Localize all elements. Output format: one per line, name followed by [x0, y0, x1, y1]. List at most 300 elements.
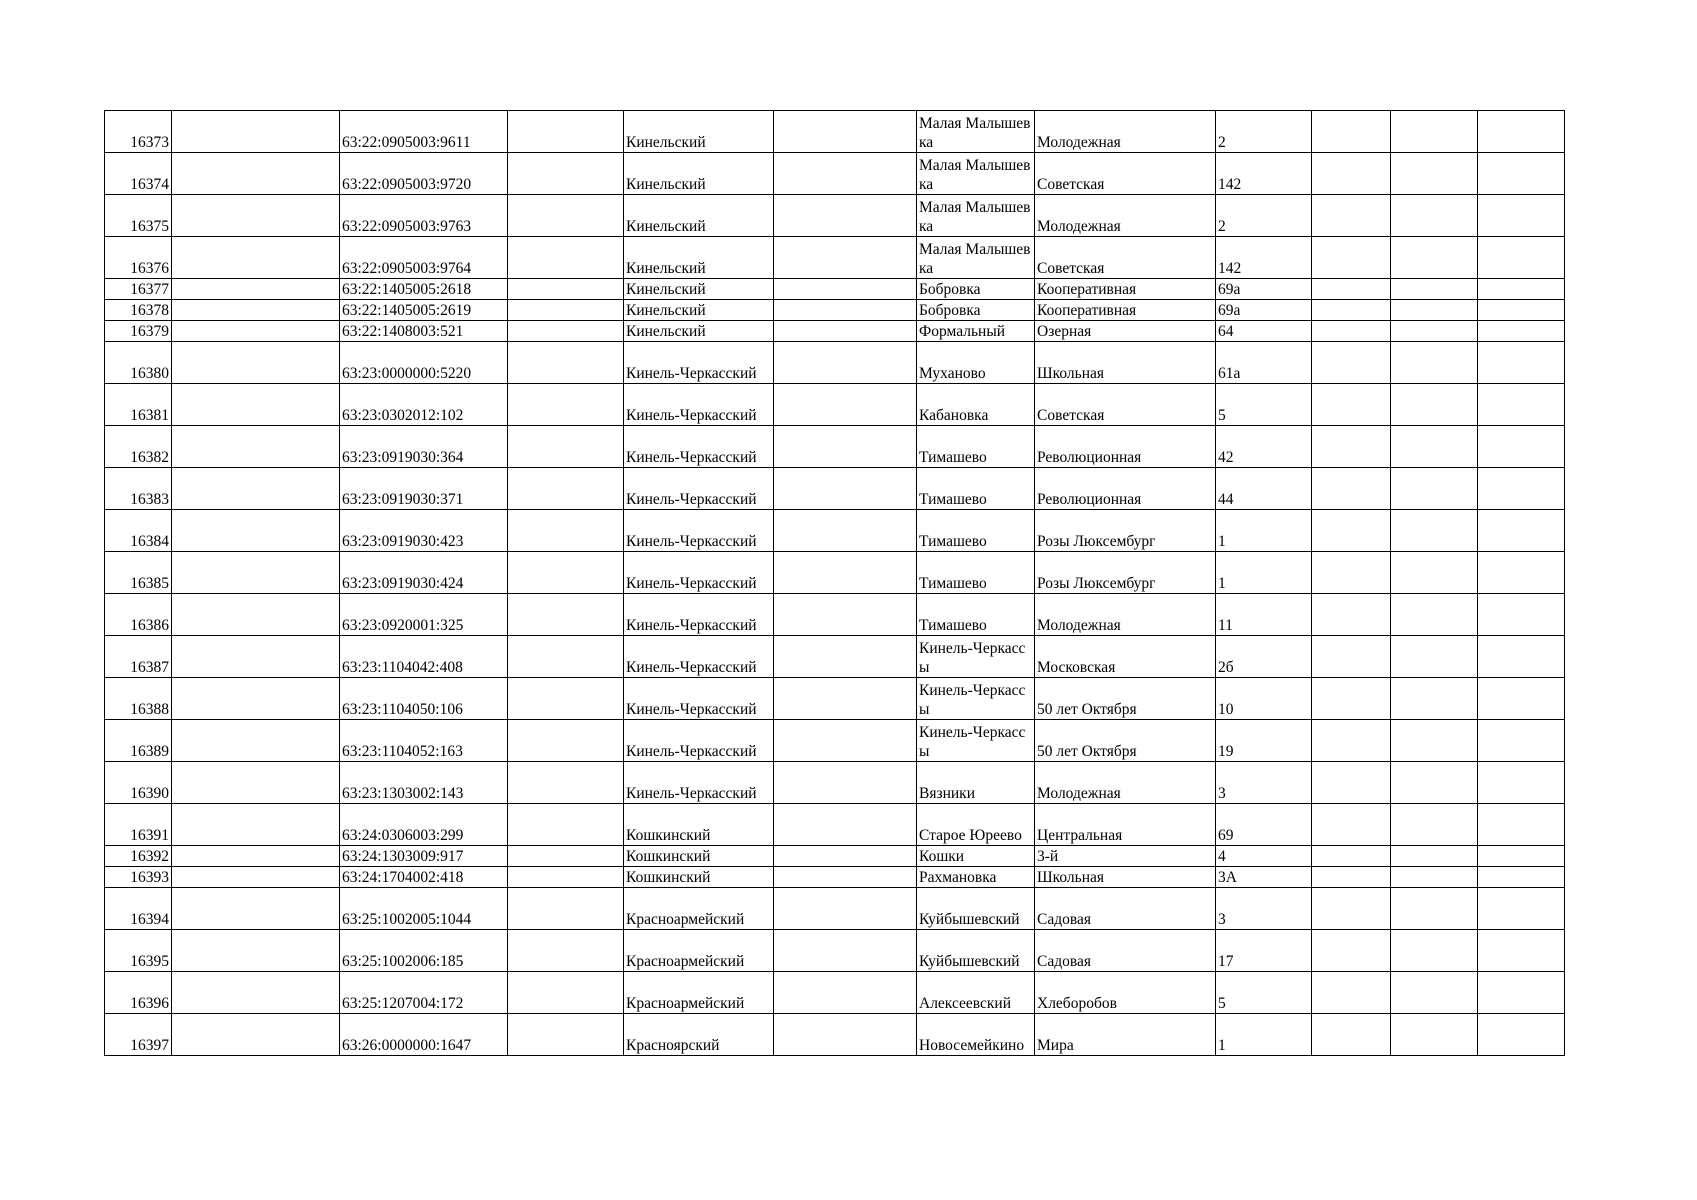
cell-cadastral-number: 63:25:1002005:1044	[340, 888, 508, 930]
cell-empty	[774, 888, 917, 930]
cell-empty	[172, 342, 340, 384]
table-row	[105, 762, 1565, 804]
cell-empty	[1478, 468, 1565, 510]
cell-empty	[1312, 426, 1391, 468]
cell-district: Кинель-Черкасский	[624, 636, 774, 678]
table-row	[105, 636, 1565, 678]
cell-empty	[1312, 804, 1391, 846]
cell-empty	[172, 510, 340, 552]
cell-settlement: Кинель-Черкассы	[917, 678, 1035, 720]
cell-empty	[1478, 972, 1565, 1014]
cell-empty	[172, 804, 340, 846]
cell-record-number: 16379	[105, 321, 172, 342]
cell-empty	[774, 384, 917, 426]
cell-cadastral-number: 63:23:1104052:163	[340, 720, 508, 762]
cell-cadastral-number: 63:22:1405005:2618	[340, 279, 508, 300]
cell-district: Кинель-Черкасский	[624, 552, 774, 594]
cell-empty	[774, 930, 917, 972]
cell-empty	[508, 510, 624, 552]
cell-empty	[774, 636, 917, 678]
table-row	[105, 846, 1565, 867]
cell-record-number: 16381	[105, 384, 172, 426]
cell-district: Кинель-Черкасский	[624, 510, 774, 552]
cell-empty	[508, 972, 624, 1014]
cell-cadastral-number: 63:23:1104042:408	[340, 636, 508, 678]
table-row	[105, 384, 1565, 426]
table-row	[105, 237, 1565, 279]
cell-house: 142	[1216, 237, 1312, 279]
cell-empty	[508, 111, 624, 153]
cell-settlement: Малая Малышевка	[917, 237, 1035, 279]
cell-empty	[1391, 279, 1478, 300]
cell-street: Молодежная	[1035, 195, 1216, 237]
cell-empty	[1391, 510, 1478, 552]
cell-cadastral-number: 63:23:0000000:5220	[340, 342, 508, 384]
cell-record-number: 16394	[105, 888, 172, 930]
cell-settlement: Бобровка	[917, 300, 1035, 321]
cell-empty	[774, 111, 917, 153]
cell-empty	[1391, 888, 1478, 930]
cell-empty	[1478, 888, 1565, 930]
cell-empty	[1312, 930, 1391, 972]
cell-record-number: 16383	[105, 468, 172, 510]
cell-empty	[1478, 300, 1565, 321]
cell-record-number: 16385	[105, 552, 172, 594]
cell-empty	[774, 867, 917, 888]
cell-street: Молодежная	[1035, 111, 1216, 153]
registry-table	[104, 110, 1565, 1056]
cell-empty	[774, 846, 917, 867]
cell-empty	[1478, 195, 1565, 237]
cell-empty	[774, 804, 917, 846]
cell-empty	[508, 195, 624, 237]
cell-empty	[508, 153, 624, 195]
cell-empty	[774, 321, 917, 342]
cell-empty	[1391, 1014, 1478, 1056]
cell-empty	[1391, 195, 1478, 237]
cell-empty	[508, 720, 624, 762]
cell-house: 3А	[1216, 867, 1312, 888]
cell-settlement: Старое Юреево	[917, 804, 1035, 846]
cell-empty	[508, 594, 624, 636]
cell-cadastral-number: 63:23:1303002:143	[340, 762, 508, 804]
cell-street: 50 лет Октября	[1035, 720, 1216, 762]
cell-empty	[1312, 678, 1391, 720]
cell-house: 1	[1216, 510, 1312, 552]
cell-empty	[172, 1014, 340, 1056]
cell-district: Кинельский	[624, 237, 774, 279]
cell-house: 1	[1216, 552, 1312, 594]
cell-empty	[1312, 972, 1391, 1014]
cell-settlement: Муханово	[917, 342, 1035, 384]
cell-record-number: 16374	[105, 153, 172, 195]
cell-empty	[1312, 888, 1391, 930]
cell-settlement: Малая Малышевка	[917, 153, 1035, 195]
cell-house: 69а	[1216, 279, 1312, 300]
cell-district: Кинель-Черкасский	[624, 342, 774, 384]
cell-empty	[508, 888, 624, 930]
cell-empty	[508, 636, 624, 678]
cell-empty	[1391, 636, 1478, 678]
cell-empty	[508, 804, 624, 846]
cell-empty	[1312, 237, 1391, 279]
cell-empty	[774, 237, 917, 279]
cell-empty	[172, 279, 340, 300]
cell-house: 69	[1216, 804, 1312, 846]
cell-house: 4	[1216, 846, 1312, 867]
cell-empty	[1312, 321, 1391, 342]
cell-street: Розы Люксембург	[1035, 552, 1216, 594]
cell-empty	[774, 720, 917, 762]
cell-empty	[1478, 426, 1565, 468]
cell-empty	[508, 468, 624, 510]
cell-street: Розы Люксембург	[1035, 510, 1216, 552]
table-body	[105, 111, 1565, 1056]
cell-record-number: 16388	[105, 678, 172, 720]
cell-record-number: 16391	[105, 804, 172, 846]
cell-district: Кошкинский	[624, 867, 774, 888]
cell-district: Кинельский	[624, 195, 774, 237]
cell-empty	[1478, 930, 1565, 972]
cell-empty	[1312, 300, 1391, 321]
cell-settlement: Тимашево	[917, 552, 1035, 594]
cell-empty	[508, 237, 624, 279]
cell-empty	[172, 720, 340, 762]
cell-empty	[508, 678, 624, 720]
cell-street: Советская	[1035, 237, 1216, 279]
cell-empty	[774, 300, 917, 321]
cell-district: Кинель-Черкасский	[624, 384, 774, 426]
cell-empty	[774, 678, 917, 720]
cell-empty	[508, 426, 624, 468]
cell-empty	[774, 195, 917, 237]
cell-empty	[1391, 846, 1478, 867]
cell-settlement: Куйбышевский	[917, 888, 1035, 930]
cell-street: Кооперативная	[1035, 279, 1216, 300]
cell-empty	[1478, 804, 1565, 846]
cell-empty	[508, 867, 624, 888]
cell-cadastral-number: 63:23:0919030:364	[340, 426, 508, 468]
cell-empty	[1478, 111, 1565, 153]
cell-cadastral-number: 63:23:0919030:423	[340, 510, 508, 552]
cell-empty	[1478, 636, 1565, 678]
cell-street: Молодежная	[1035, 762, 1216, 804]
cell-house: 64	[1216, 321, 1312, 342]
cell-empty	[1478, 279, 1565, 300]
cell-cadastral-number: 63:26:0000000:1647	[340, 1014, 508, 1056]
cell-empty	[508, 762, 624, 804]
cell-cadastral-number: 63:23:0919030:371	[340, 468, 508, 510]
cell-record-number: 16380	[105, 342, 172, 384]
cell-empty	[1391, 426, 1478, 468]
cell-empty	[1312, 468, 1391, 510]
cell-house: 1	[1216, 1014, 1312, 1056]
table-row	[105, 153, 1565, 195]
cell-empty	[1478, 762, 1565, 804]
cell-empty	[1391, 762, 1478, 804]
cell-cadastral-number: 63:24:1303009:917	[340, 846, 508, 867]
cell-empty	[774, 468, 917, 510]
cell-cadastral-number: 63:22:1408003:521	[340, 321, 508, 342]
cell-settlement: Куйбышевский	[917, 930, 1035, 972]
cell-cadastral-number: 63:24:1704002:418	[340, 867, 508, 888]
cell-empty	[774, 279, 917, 300]
cell-settlement: Рахмановка	[917, 867, 1035, 888]
cell-cadastral-number: 63:23:0302012:102	[340, 384, 508, 426]
cell-district: Кошкинский	[624, 804, 774, 846]
cell-empty	[172, 762, 340, 804]
cell-empty	[1312, 510, 1391, 552]
cell-district: Красноармейский	[624, 930, 774, 972]
cell-empty	[508, 279, 624, 300]
cell-street: Озерная	[1035, 321, 1216, 342]
cell-district: Красноармейский	[624, 888, 774, 930]
cell-record-number: 16382	[105, 426, 172, 468]
cell-empty	[1312, 762, 1391, 804]
cell-empty	[1391, 384, 1478, 426]
cell-empty	[172, 972, 340, 1014]
cell-empty	[774, 552, 917, 594]
cell-record-number: 16396	[105, 972, 172, 1014]
cell-cadastral-number: 63:23:1104050:106	[340, 678, 508, 720]
cell-district: Кинельский	[624, 111, 774, 153]
cell-district: Кинельский	[624, 153, 774, 195]
cell-house: 142	[1216, 153, 1312, 195]
cell-empty	[1478, 237, 1565, 279]
cell-district: Кинель-Черкасский	[624, 426, 774, 468]
cell-empty	[774, 426, 917, 468]
table-row	[105, 468, 1565, 510]
cell-empty	[1478, 321, 1565, 342]
cell-street: Школьная	[1035, 867, 1216, 888]
cell-record-number: 16384	[105, 510, 172, 552]
table-row	[105, 111, 1565, 153]
cell-house: 3	[1216, 888, 1312, 930]
cell-empty	[172, 153, 340, 195]
cell-cadastral-number: 63:25:1207004:172	[340, 972, 508, 1014]
cell-empty	[508, 321, 624, 342]
cell-empty	[774, 762, 917, 804]
cell-record-number: 16392	[105, 846, 172, 867]
cell-house: 3	[1216, 762, 1312, 804]
cell-empty	[1391, 300, 1478, 321]
cell-house: 5	[1216, 972, 1312, 1014]
cell-empty	[774, 153, 917, 195]
cell-street: Революционная	[1035, 426, 1216, 468]
table-row	[105, 300, 1565, 321]
cell-district: Кинельский	[624, 279, 774, 300]
cell-empty	[1478, 552, 1565, 594]
cell-empty	[774, 342, 917, 384]
cell-house: 11	[1216, 594, 1312, 636]
cell-empty	[1478, 342, 1565, 384]
cell-settlement: Кошки	[917, 846, 1035, 867]
cell-empty	[1478, 678, 1565, 720]
cell-street: Садовая	[1035, 888, 1216, 930]
cell-settlement: Тимашево	[917, 426, 1035, 468]
cell-empty	[508, 300, 624, 321]
cell-house: 42	[1216, 426, 1312, 468]
cell-street: Советская	[1035, 153, 1216, 195]
cell-empty	[172, 930, 340, 972]
cell-house: 69а	[1216, 300, 1312, 321]
cell-cadastral-number: 63:23:0919030:424	[340, 552, 508, 594]
cell-settlement: Вязники	[917, 762, 1035, 804]
table-row	[105, 342, 1565, 384]
cell-district: Кинель-Черкасский	[624, 720, 774, 762]
cell-empty	[774, 1014, 917, 1056]
cell-empty	[1391, 111, 1478, 153]
cell-empty	[1391, 594, 1478, 636]
cell-house: 2б	[1216, 636, 1312, 678]
cell-street: Советская	[1035, 384, 1216, 426]
cell-cadastral-number: 63:22:0905003:9763	[340, 195, 508, 237]
cell-house: 19	[1216, 720, 1312, 762]
cell-empty	[1478, 384, 1565, 426]
cell-house: 5	[1216, 384, 1312, 426]
cell-empty	[1312, 846, 1391, 867]
cell-settlement: Формальный	[917, 321, 1035, 342]
cell-record-number: 16378	[105, 300, 172, 321]
cell-cadastral-number: 63:22:1405005:2619	[340, 300, 508, 321]
cell-empty	[508, 384, 624, 426]
cell-street: Мира	[1035, 1014, 1216, 1056]
cell-empty	[1391, 867, 1478, 888]
table-row	[105, 552, 1565, 594]
cell-cadastral-number: 63:23:0920001:325	[340, 594, 508, 636]
table-row	[105, 279, 1565, 300]
cell-house: 17	[1216, 930, 1312, 972]
cell-street: Московская	[1035, 636, 1216, 678]
cell-settlement: Тимашево	[917, 594, 1035, 636]
cell-empty	[1391, 804, 1478, 846]
cell-empty	[1312, 153, 1391, 195]
cell-empty	[1312, 111, 1391, 153]
table-row	[105, 972, 1565, 1014]
cell-empty	[1312, 552, 1391, 594]
cell-house: 2	[1216, 195, 1312, 237]
cell-empty	[1478, 846, 1565, 867]
cell-empty	[1312, 636, 1391, 678]
cell-street: Хлеборобов	[1035, 972, 1216, 1014]
cell-house: 2	[1216, 111, 1312, 153]
cell-street: Центральная	[1035, 804, 1216, 846]
cell-empty	[1391, 468, 1478, 510]
cell-cadastral-number: 63:22:0905003:9764	[340, 237, 508, 279]
table-row	[105, 321, 1565, 342]
cell-empty	[508, 846, 624, 867]
table-row	[105, 678, 1565, 720]
table-row	[105, 720, 1565, 762]
cell-empty	[1391, 237, 1478, 279]
cell-cadastral-number: 63:22:0905003:9720	[340, 153, 508, 195]
cell-empty	[172, 552, 340, 594]
cell-record-number: 16386	[105, 594, 172, 636]
cell-empty	[172, 888, 340, 930]
cell-empty	[1391, 321, 1478, 342]
cell-settlement: Бобровка	[917, 279, 1035, 300]
table-row	[105, 867, 1565, 888]
cell-street: 50 лет Октября	[1035, 678, 1216, 720]
cell-empty	[508, 552, 624, 594]
cell-empty	[1312, 1014, 1391, 1056]
cell-empty	[172, 300, 340, 321]
cell-record-number: 16377	[105, 279, 172, 300]
cell-empty	[172, 678, 340, 720]
cell-district: Кинель-Черкасский	[624, 762, 774, 804]
cell-street: Революционная	[1035, 468, 1216, 510]
table-row	[105, 1014, 1565, 1056]
table-row	[105, 426, 1565, 468]
cell-record-number: 16376	[105, 237, 172, 279]
cell-empty	[774, 594, 917, 636]
cell-record-number: 16387	[105, 636, 172, 678]
cell-empty	[172, 594, 340, 636]
cell-settlement: Кинель-Черкассы	[917, 636, 1035, 678]
cell-house: 44	[1216, 468, 1312, 510]
table-row	[105, 594, 1565, 636]
cell-street: 3-й	[1035, 846, 1216, 867]
cell-empty	[172, 321, 340, 342]
cell-record-number: 16395	[105, 930, 172, 972]
cell-empty	[1312, 867, 1391, 888]
cell-empty	[1312, 195, 1391, 237]
cell-empty	[1391, 342, 1478, 384]
cell-district: Красноармейский	[624, 972, 774, 1014]
cell-record-number: 16393	[105, 867, 172, 888]
cell-settlement: Кинель-Черкассы	[917, 720, 1035, 762]
cell-house: 10	[1216, 678, 1312, 720]
cell-empty	[508, 930, 624, 972]
cell-cadastral-number: 63:22:0905003:9611	[340, 111, 508, 153]
cell-empty	[508, 1014, 624, 1056]
cell-record-number: 16389	[105, 720, 172, 762]
cell-district: Красноярский	[624, 1014, 774, 1056]
cell-district: Кинельский	[624, 300, 774, 321]
cell-settlement: Малая Малышевка	[917, 111, 1035, 153]
cell-empty	[1478, 867, 1565, 888]
cell-empty	[172, 426, 340, 468]
cell-street: Школьная	[1035, 342, 1216, 384]
cell-empty	[1312, 279, 1391, 300]
table-row	[105, 804, 1565, 846]
table-row	[105, 195, 1565, 237]
cell-settlement: Кабановка	[917, 384, 1035, 426]
cell-record-number: 16375	[105, 195, 172, 237]
cell-street: Молодежная	[1035, 594, 1216, 636]
cell-empty	[172, 846, 340, 867]
cell-empty	[172, 195, 340, 237]
cell-empty	[1478, 510, 1565, 552]
cell-street: Кооперативная	[1035, 300, 1216, 321]
cell-empty	[172, 111, 340, 153]
cell-settlement: Тимашево	[917, 510, 1035, 552]
cell-district: Кинель-Черкасский	[624, 468, 774, 510]
table-row	[105, 930, 1565, 972]
cell-empty	[172, 867, 340, 888]
cell-empty	[172, 636, 340, 678]
cell-record-number: 16390	[105, 762, 172, 804]
cell-house: 61а	[1216, 342, 1312, 384]
cell-empty	[172, 384, 340, 426]
cell-district: Кинель-Черкасский	[624, 594, 774, 636]
cell-settlement: Малая Малышевка	[917, 195, 1035, 237]
cell-empty	[1391, 972, 1478, 1014]
cell-district: Кинельский	[624, 321, 774, 342]
cell-empty	[1391, 720, 1478, 762]
cell-empty	[1391, 153, 1478, 195]
cell-empty	[1478, 720, 1565, 762]
